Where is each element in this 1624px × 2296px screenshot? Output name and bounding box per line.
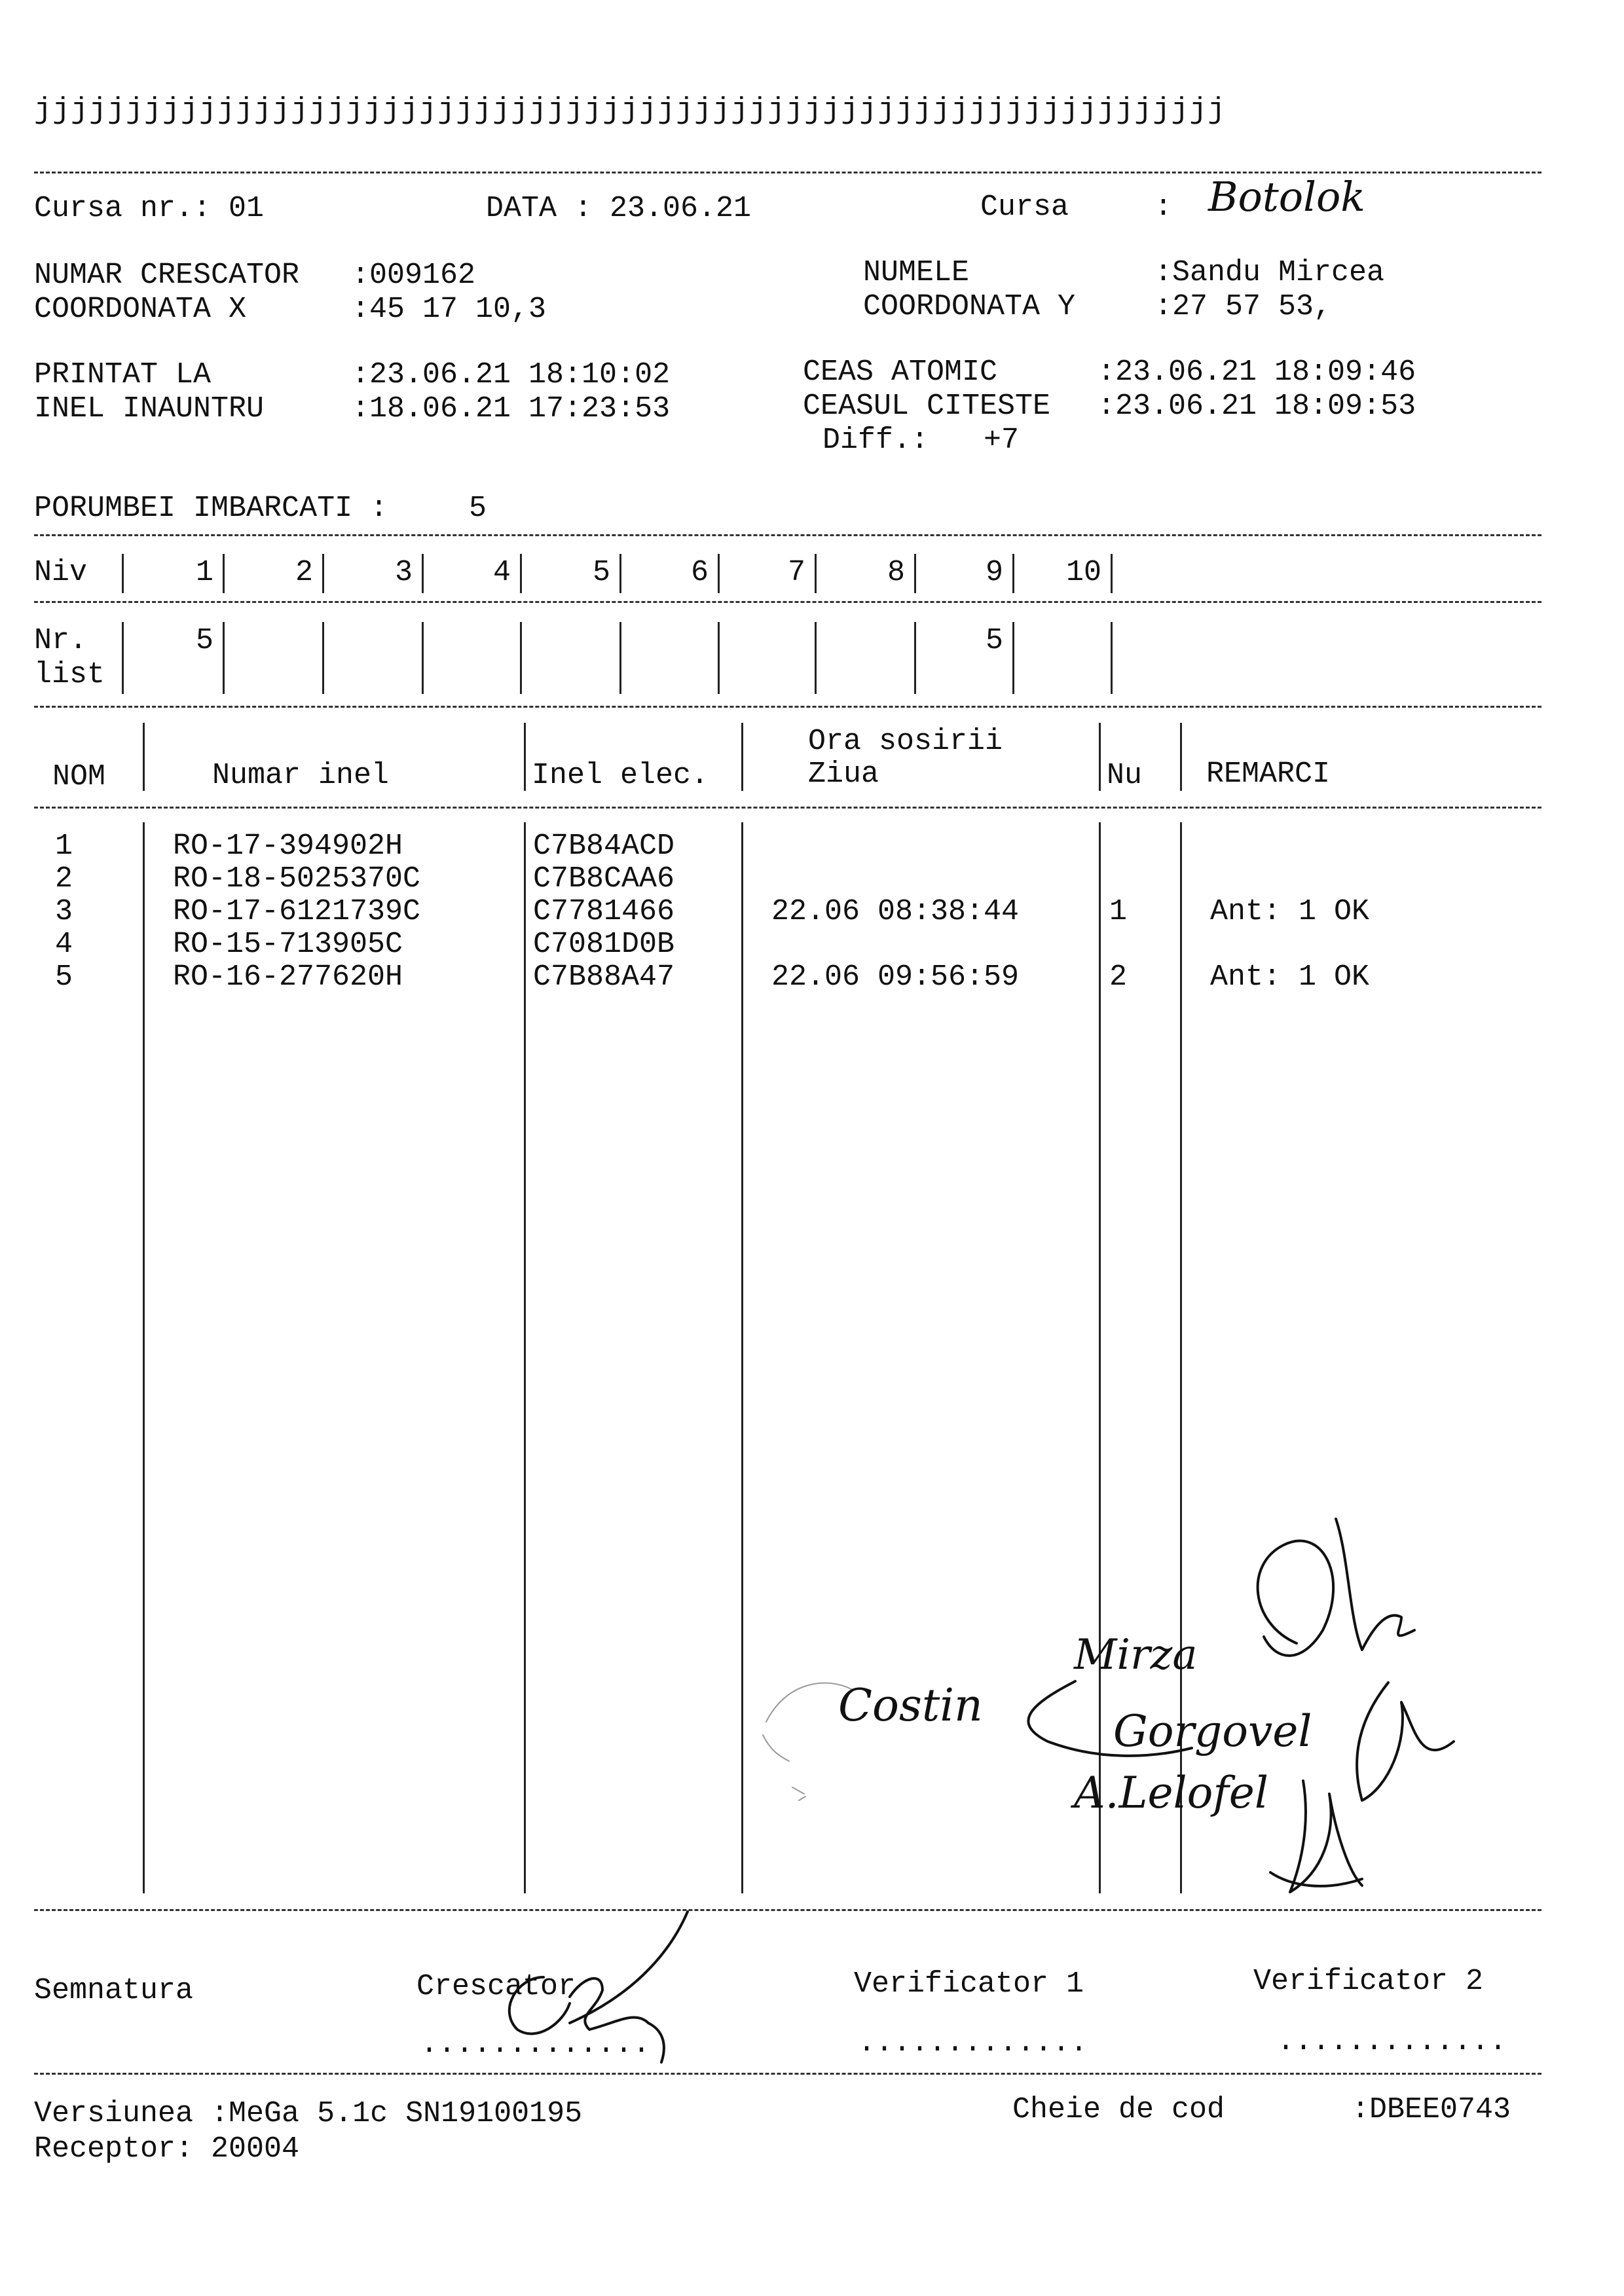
level-grid-rule: [322, 554, 324, 593]
code-key-label: Cheie de cod: [1012, 2093, 1225, 2126]
column-header-remarks: REMARCI: [1206, 757, 1331, 791]
race-name-colon: :: [1154, 191, 1173, 224]
level-grid-rule: [718, 554, 720, 593]
row-nom: 3: [55, 895, 73, 928]
breeder-signature: [471, 1899, 707, 2069]
pigeons-basketed-value: 5: [469, 492, 487, 525]
level-number: 1: [195, 556, 213, 589]
level-grid-rule: [718, 622, 720, 694]
row-electronic-ring: C7B84ACD: [533, 829, 675, 863]
column-header-day: Ziua: [808, 757, 879, 791]
level-grid-rule: [122, 622, 124, 694]
level-grid-rule: [223, 554, 225, 593]
column-header-nom: NOM: [52, 760, 106, 793]
table-column-rule: [741, 822, 743, 1893]
atomic-clock-label: CEAS ATOMIC: [803, 355, 998, 389]
atomic-clock-value: :23.06.21 18:09:46: [1098, 355, 1416, 389]
race-name-handwritten: Botolok: [1208, 173, 1365, 221]
list-label-line-1: Nr.: [34, 624, 88, 657]
breeder-signature-label: Crescator: [416, 1970, 576, 2003]
receiver-id: Receptor: 20004: [34, 2132, 300, 2166]
row-ring-number: RO-16-277620H: [173, 960, 403, 994]
level-number: 5: [592, 556, 610, 589]
handwritten-verifier-name-costin: Costin: [838, 1680, 983, 1732]
verifier-1-signature-line: .............: [858, 2026, 1088, 2060]
divider: [34, 2073, 1541, 2075]
level-grid-rule: [322, 622, 324, 694]
table-header-rule: [1099, 723, 1101, 791]
row-ring-number: RO-15-713905C: [173, 928, 403, 961]
divider: [34, 1909, 1541, 1911]
row-electronic-ring: C7B8CAA6: [533, 862, 675, 896]
row-remarks: Ant: 1 OK: [1210, 960, 1370, 994]
level-grid-rule: [520, 554, 522, 593]
signature-label: Semnatura: [34, 1974, 194, 2007]
coord-y-label: COORDONATA Y: [863, 290, 1076, 323]
race-date: DATA : 23.06.21: [486, 192, 752, 225]
row-nu: 1: [1109, 895, 1128, 928]
breeder-name-label: NUMELE: [863, 256, 970, 289]
breeder-name-value: :Sandu Mircea: [1154, 256, 1385, 289]
level-label: Niv: [34, 556, 88, 589]
clock-reads-value: :23.06.21 18:09:53: [1098, 390, 1416, 423]
level-grid-rule: [422, 554, 424, 593]
level-number: 8: [887, 556, 905, 589]
row-nom: 4: [55, 928, 73, 961]
coord-x-value: :45 17 10,3: [352, 293, 547, 326]
clock-diff-label: Diff.:: [822, 424, 929, 457]
level-grid-rule: [520, 622, 522, 694]
column-header-electronic-ring: Inel elec.: [532, 759, 709, 792]
level-grid-rule: [619, 554, 621, 593]
row-ring-number: RO-17-6121739C: [173, 895, 421, 928]
row-ring-number: RO-17-394902H: [173, 829, 403, 863]
row-nom: 5: [55, 960, 73, 994]
row-remarks: Ant: 1 OK: [1210, 895, 1370, 928]
row-arrival-time: 22.06 08:38:44: [771, 895, 1020, 928]
coord-y-value: :27 57 53,: [1154, 290, 1332, 323]
level-number: 7: [787, 556, 805, 589]
row-electronic-ring: C7081D0B: [533, 928, 675, 961]
list-label-line-2: list: [34, 658, 105, 691]
table-column-rule: [143, 822, 145, 1893]
software-version: Versiunea :MeGa 5.1c SN19100195: [34, 2097, 583, 2130]
divider: [34, 534, 1541, 536]
breeder-signature-line: .............: [420, 2028, 651, 2061]
level-grid-rule: [122, 554, 124, 593]
verifier-signatures: [995, 1506, 1454, 1912]
row-nom: 2: [55, 862, 73, 896]
divider: [34, 601, 1541, 603]
handwritten-verifier-name-gorgovel: Gorgovel: [1113, 1706, 1312, 1757]
table-header-rule: [741, 723, 743, 791]
coord-x-label: COORDONATA X: [34, 293, 247, 326]
breeder-number-label: NUMAR CRESCATOR: [34, 259, 300, 292]
printed-at-value: :23.06.21 18:10:02: [352, 358, 671, 392]
race-number: Cursa nr.: 01: [34, 192, 265, 225]
table-header-rule: [524, 723, 526, 791]
handwritten-verifier-name-mirza: Mirza: [1074, 1631, 1198, 1679]
column-header-arrival-time: Ora sosirii: [808, 725, 1003, 758]
ring-inside-label: INEL INAUNTRU: [34, 392, 265, 426]
row-electronic-ring: C7781466: [533, 895, 675, 928]
divider: [34, 706, 1541, 708]
level-number: 4: [492, 556, 511, 589]
table-column-rule: [524, 822, 526, 1893]
level-grid-rule: [815, 554, 817, 593]
clock-diff-value: +7: [984, 424, 1020, 457]
ring-inside-value: :18.06.21 17:23:53: [352, 392, 671, 426]
printed-at-label: PRINTAT LA: [34, 358, 212, 392]
level-number: 6: [690, 556, 709, 589]
column-header-ring-number: Numar inel: [212, 759, 390, 792]
handwritten-verifier-name-lelofel: A.Lelofel: [1074, 1768, 1268, 1818]
row-ring-number: RO-18-5025370C: [173, 862, 421, 896]
level-list-count: 5: [985, 624, 1003, 657]
level-grid-rule: [422, 622, 424, 694]
level-grid-rule: [619, 622, 621, 694]
level-number: 9: [985, 556, 1003, 589]
verifier-1-label: Verificator 1: [854, 1967, 1084, 2001]
level-number: 3: [394, 556, 413, 589]
level-grid-rule: [914, 622, 916, 694]
verifier-2-signature-line: .............: [1277, 2025, 1507, 2058]
level-number: 2: [295, 556, 313, 589]
pigeons-basketed-label: PORUMBEI IMBARCATI :: [34, 492, 388, 525]
column-header-nu: Nu: [1107, 759, 1143, 792]
level-grid-rule: [1111, 554, 1113, 593]
row-electronic-ring: C7B88A47: [533, 960, 675, 994]
level-grid-rule: [815, 622, 817, 694]
top-filler-line: jjjjjjjjjjjjjjjjjjjjjjjjjjjjjjjjjjjjjjjjjjjjjjjjjjjjjjjjjjjjjjjjj: [34, 94, 1227, 127]
breeder-number-value: :009162: [352, 259, 476, 292]
table-header-rule: [1180, 723, 1182, 791]
row-nu: 2: [1109, 960, 1128, 994]
clock-reads-label: CEASUL CITESTE: [803, 390, 1051, 423]
level-grid-rule: [223, 622, 225, 694]
table-header-rule: [143, 723, 145, 791]
divider: [34, 807, 1541, 809]
race-name-label: Cursa: [980, 191, 1069, 224]
level-grid-rule: [914, 554, 916, 593]
row-nom: 1: [55, 829, 73, 863]
verifier-2-label: Verificator 2: [1253, 1965, 1484, 1998]
level-grid-rule: [1012, 622, 1014, 694]
level-list-count: 5: [195, 624, 213, 657]
level-number: 10: [1065, 556, 1101, 589]
level-grid-rule: [1012, 554, 1014, 593]
row-arrival-time: 22.06 09:56:59: [771, 960, 1020, 994]
level-grid-rule: [1111, 622, 1113, 694]
code-key-value: :DBEE0743: [1352, 2093, 1511, 2126]
